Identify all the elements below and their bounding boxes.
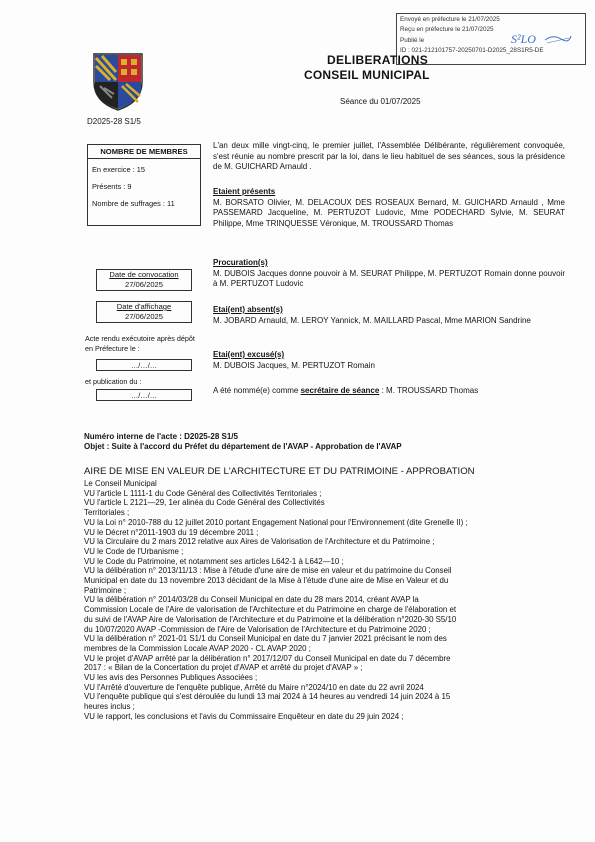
absents-heading: Etai(ent) absent(s): [213, 305, 283, 314]
secretaire-prefix: A été nommé(e) comme: [213, 386, 299, 395]
secretaire-line: [213, 386, 565, 397]
body-line: VU le projet d'AVAP arrêté par la délibération n° 2017/12/07 du Conseil Municipal en date du 7 décembre: [84, 653, 451, 663]
stamp-sent-line: Envoyé en préfecture le 21/07/2025: [400, 16, 500, 23]
svg-text:S²LO: S²LO: [511, 32, 536, 46]
secretaire-name: : M. TROUSSARD Thomas: [381, 386, 479, 395]
affichage-date-box: [96, 301, 192, 323]
stamp-received-line: Reçu en préfecture le 21/07/2025: [400, 26, 494, 34]
body-line: VU l'enquête publique qui s'est déroulée du lundi 13 mai 2024 à 14 heures au vendredi 14 juin 2024 à 15: [84, 692, 451, 702]
body-line: VU l'Arrêté d'ouverture de l'enquête publique, Arrêté du Maire n°2024/10 en date du 22 avril 2024: [84, 682, 424, 692]
members-suffrages: Nombre de suffrages : 11: [92, 199, 175, 208]
body-line: VU la délibération n° 2014/03/28 du Conseil Municipal en date du 28 mars 2014, créant AVAP la: [84, 595, 419, 605]
body-line: membres de la Commission Locale AVAP 2020 - CL AVAP 2020 ;: [84, 643, 311, 653]
presents-heading: Etaient présents: [213, 187, 276, 196]
procurations-section: [213, 258, 565, 290]
excuses-heading: Etai(ent) excusé(s): [213, 350, 285, 359]
deliberation-body: [84, 479, 566, 722]
affichage-date: 27/06/2025: [124, 312, 163, 321]
body-line: VU la délibération n° 2013/11/13 : Mise à l'étude d'une aire de mise en valeur et du patrimoine du Conseil: [84, 566, 452, 576]
slo-signature-logo: [509, 32, 573, 46]
body-line: Le Conseil Municipal: [84, 479, 157, 488]
secretaire-label: secrétaire de séance: [300, 386, 380, 395]
body-line: VU les avis des Personnes Publiques Associées ;: [84, 673, 258, 683]
intro-paragraph: L'an deux mille vingt-cinq, le premier juillet, l'Assemblée Délibérante, régulièrement convoquée, s'est réunie au nombre prescrit par la loi, dans le lieu habituel de ses séances, sous la présidence de M. GUICHARD Arnauld .: [213, 141, 565, 172]
seance-date: Séance du 01/07/2025: [340, 97, 421, 106]
body-line: du suivi de l'AVAP Aire de Valorisation de l'Architecture et du Patrimoine et la délibération n°2020-30 S5/10: [84, 614, 457, 624]
coat-of-arms-icon: [92, 52, 144, 112]
convocation-label: Date de convocation: [109, 270, 179, 279]
body-line: VU la Loi n° 2010-788 du 12 juillet 2010 portant Engagement National pour l'Environnement (dite Grenelle II) ;: [84, 517, 468, 527]
members-en-exercice: En exercice : 15: [92, 165, 145, 174]
stamp-id-line: ID : 021-212101757-20250701-D2025_28S1R5-DE: [400, 47, 544, 55]
document-title-conseil: CONSEIL MUNICIPAL: [304, 68, 430, 82]
acte-reference: D2025-28 S1/5: [87, 117, 141, 126]
depot-date-box: …/…/…: [96, 359, 192, 371]
presents-section: [213, 187, 565, 229]
body-line: VU le Code de l'Urbanisme ;: [84, 546, 184, 556]
body-line: VU la Circulaire du 2 mars 2012 relative aux Aires de Valorisation de l'Architecture et du Patrimoine ;: [84, 537, 435, 547]
body-line: Territoriales ;: [84, 508, 130, 518]
absents-section: [213, 305, 565, 326]
body-line: VU le Décret n°2011-1903 du 19 décembre 2011 ;: [84, 527, 259, 537]
deliberation-heading: AIRE DE MISE EN VALEUR DE L'ARCHITECTURE ET DU PATRIMOINE - APPROBATION: [84, 466, 475, 477]
body-line: VU la délibération n° 2021-01 S1/1 du Conseil Municipal en date du 7 janvier 2021 précisant le nom des: [84, 634, 447, 644]
body-line: Commission Locale de l'Aire de valorisation de l'Architecture et du Patrimoine en charge de l'élaboration et: [84, 605, 457, 615]
convocation-date-box: [96, 269, 192, 291]
acte-numero-interne: Numéro interne de l'acte : D2025-28 S1/5: [84, 432, 238, 441]
affichage-label: Date d'affichage: [116, 302, 172, 311]
body-line: du 10/07/2020 AVAP -Commission de l'Aire de Valorisation de l'Architecture et du Patrimoine 2020 ;: [84, 624, 431, 634]
execution-note: Acte rendu exécutoire après dépôt en Préfecture le :: [85, 334, 195, 353]
stamp-published-line: Publié le: [400, 36, 425, 44]
members-box-title: NOMBRE DE MEMBRES: [88, 145, 200, 159]
body-line: Municipal en date du 13 novembre 2013 décidant de la Mise à l'étude d'une aire de Mise en Valeur et du: [84, 576, 449, 586]
body-line: Patrimoine ;: [84, 585, 127, 595]
body-line: 2017 : « Bilan de la Concertation du projet d'AVAP et arrêté du projet d'AVAP » ;: [84, 663, 363, 673]
excuses-list: M. DUBOIS Jacques, M. PERTUZOT Romain: [213, 360, 375, 370]
members-count-box: [87, 144, 201, 226]
procurations-list: M. DUBOIS Jacques donne pouvoir à M. SEURAT Philippe, M. PERTUZOT Romain donne pouvoir à M. PERTUZOT Ludovic: [213, 268, 565, 289]
body-line: VU l'article L 2121—29, 1er alinéa du Code Général des Collectivités: [84, 498, 325, 508]
document-title-deliberations: DELIBERATIONS: [327, 53, 429, 67]
presents-list: M. BORSATO Olivier, M. DELACOUX DES ROSEAUX Bernard, M. GUICHARD Arnauld , Mme PASSEMARD Jacqueline, M. PERTUZOT Ludovic, Mme PODECHARD Sylvie, M. SEURAT Philippe, Mme TRINQUESSE Véronique, M. TROUSSARD Thomas: [213, 197, 565, 228]
publication-label: et publication du :: [85, 377, 142, 386]
procurations-heading: Procuration(s): [213, 258, 268, 267]
excuses-section: [213, 350, 565, 371]
publication-date-box: …/…/…: [96, 389, 192, 401]
acte-objet: Objet : Suite à l'accord du Préfet du département de l'AVAP - Approbation de l'AVAP: [84, 442, 402, 452]
acte-objet-block: [84, 432, 564, 452]
body-line: VU le Code du Patrimoine, et notamment ses articles L642-1 à L642—10 ;: [84, 556, 344, 566]
body-line: VU le rapport, les conclusions et l'avis du Commissaire Enquêteur en date du 29 juin 2024 ;: [84, 711, 404, 721]
body-line: heures inclus ;: [84, 702, 135, 712]
members-presents: Présents : 9: [92, 182, 132, 191]
convocation-date: 27/06/2025: [124, 280, 163, 289]
body-line: VU l'article L 1111-1 du Code Général des Collectivités Territoriales ;: [84, 488, 322, 498]
absents-list: M. JOBARD Arnauld, M. LEROY Yannick, M. MAILLARD Pascal, Mme MARION Sandrine: [213, 315, 531, 325]
